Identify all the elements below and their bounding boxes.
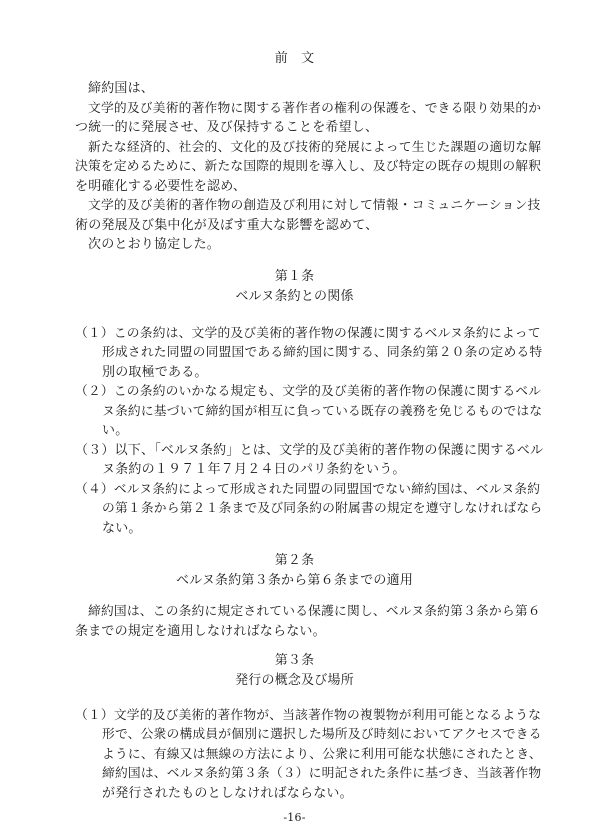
article1-line: の第１条から第２１条まで及び同条約の附属書の規定を遵守しなければなら [102, 501, 543, 516]
preamble-line: 新たな経済的、社会的、文化的及び技術的発展によって生じた課題の適切な解 [88, 140, 542, 155]
article1-title: ベルヌ条約との関係 [235, 289, 354, 304]
page-number: -16- [283, 811, 306, 824]
article1-line: （４）ベルヌ条約によって形成された同盟の同盟国でない締約国は、ベルヌ条約 [75, 482, 541, 497]
article1-line: （２）この条約のいかなる規定も、文学的及び美術的著作物の保護に関するベル [75, 384, 542, 399]
preamble-line: 術の発展及び集中化が及ぼす重大な影響を認めて、 [75, 218, 379, 233]
preamble-line: 決策を定めるために、新たな国際的規則を導入し、及び特定の既存の規則の解釈 [75, 159, 542, 174]
article3-line: が発行されたものとしなければならない。 [102, 786, 353, 801]
article1-line: ヌ条約に基づいて締約国が相互に負っている既存の義務を免じるものではな [102, 404, 543, 419]
preamble-line: 文学的及び美術的著作物の創造及び利用に対して情報・コミュニケーション技 [88, 198, 541, 213]
preamble-line: 次のとおり協定した。 [88, 237, 221, 252]
preamble-line: つ統一的に発展させ、及び保持することを希望し、 [75, 120, 379, 135]
article3-line: 締約国は、ベルヌ条約第３条（３）に明記された条件に基づき、当該著作物 [102, 766, 542, 781]
article2-number: 第２条 [274, 553, 315, 568]
article3-title: 発行の概念及び場所 [235, 673, 354, 688]
preamble-line: 文学的及び美術的著作物に関する著作者の権利の保護を、できる限り効果的か [88, 101, 542, 116]
article1-line: 形成された同盟の同盟国である締約国に関する、同条約第２０条の定める特 [102, 345, 543, 360]
article1-line: ない。 [102, 521, 142, 536]
article2-line: 条までの規定を適用しなければならない。 [75, 624, 326, 639]
article1-line: ヌ条約の１９７１年７月２４日のパリ条約をいう。 [102, 462, 406, 477]
preamble-line: 締約国は、 [88, 81, 155, 96]
article1-number: 第１条 [274, 269, 315, 284]
article3-line: （１）文学的及び美術的著作物が、当該著作物の複製物が利用可能となるような [75, 708, 542, 723]
preamble-line: を明確化する必要性を認め、 [75, 179, 247, 194]
preamble-title: 前 文 [274, 51, 315, 66]
article3-line: 形で、公衆の構成員が個別に選択した場所及び時刻においてアクセスできる [102, 727, 542, 742]
article1-line: い。 [102, 423, 129, 438]
article3-number: 第３条 [274, 653, 315, 668]
article1-line: （１）この条約は、文学的及び美術的著作物の保護に関するベルヌ条約によって [75, 326, 541, 341]
article1-line: （３）以下、「ベルヌ条約」とは、文学的及び美術的著作物の保護に関するベル [75, 443, 544, 458]
article1-line: 別の取極である。 [102, 365, 208, 380]
article2-title: ベルヌ条約第３条から第６条までの適用 [175, 573, 414, 588]
article3-line: ように、有線又は無線の方法により、公衆に利用可能な状態にされたとき、 [102, 747, 542, 762]
article2-line: 締約国は、この条約に規定されている保護に関し、ベルヌ条約第３条から第６ [88, 604, 541, 619]
